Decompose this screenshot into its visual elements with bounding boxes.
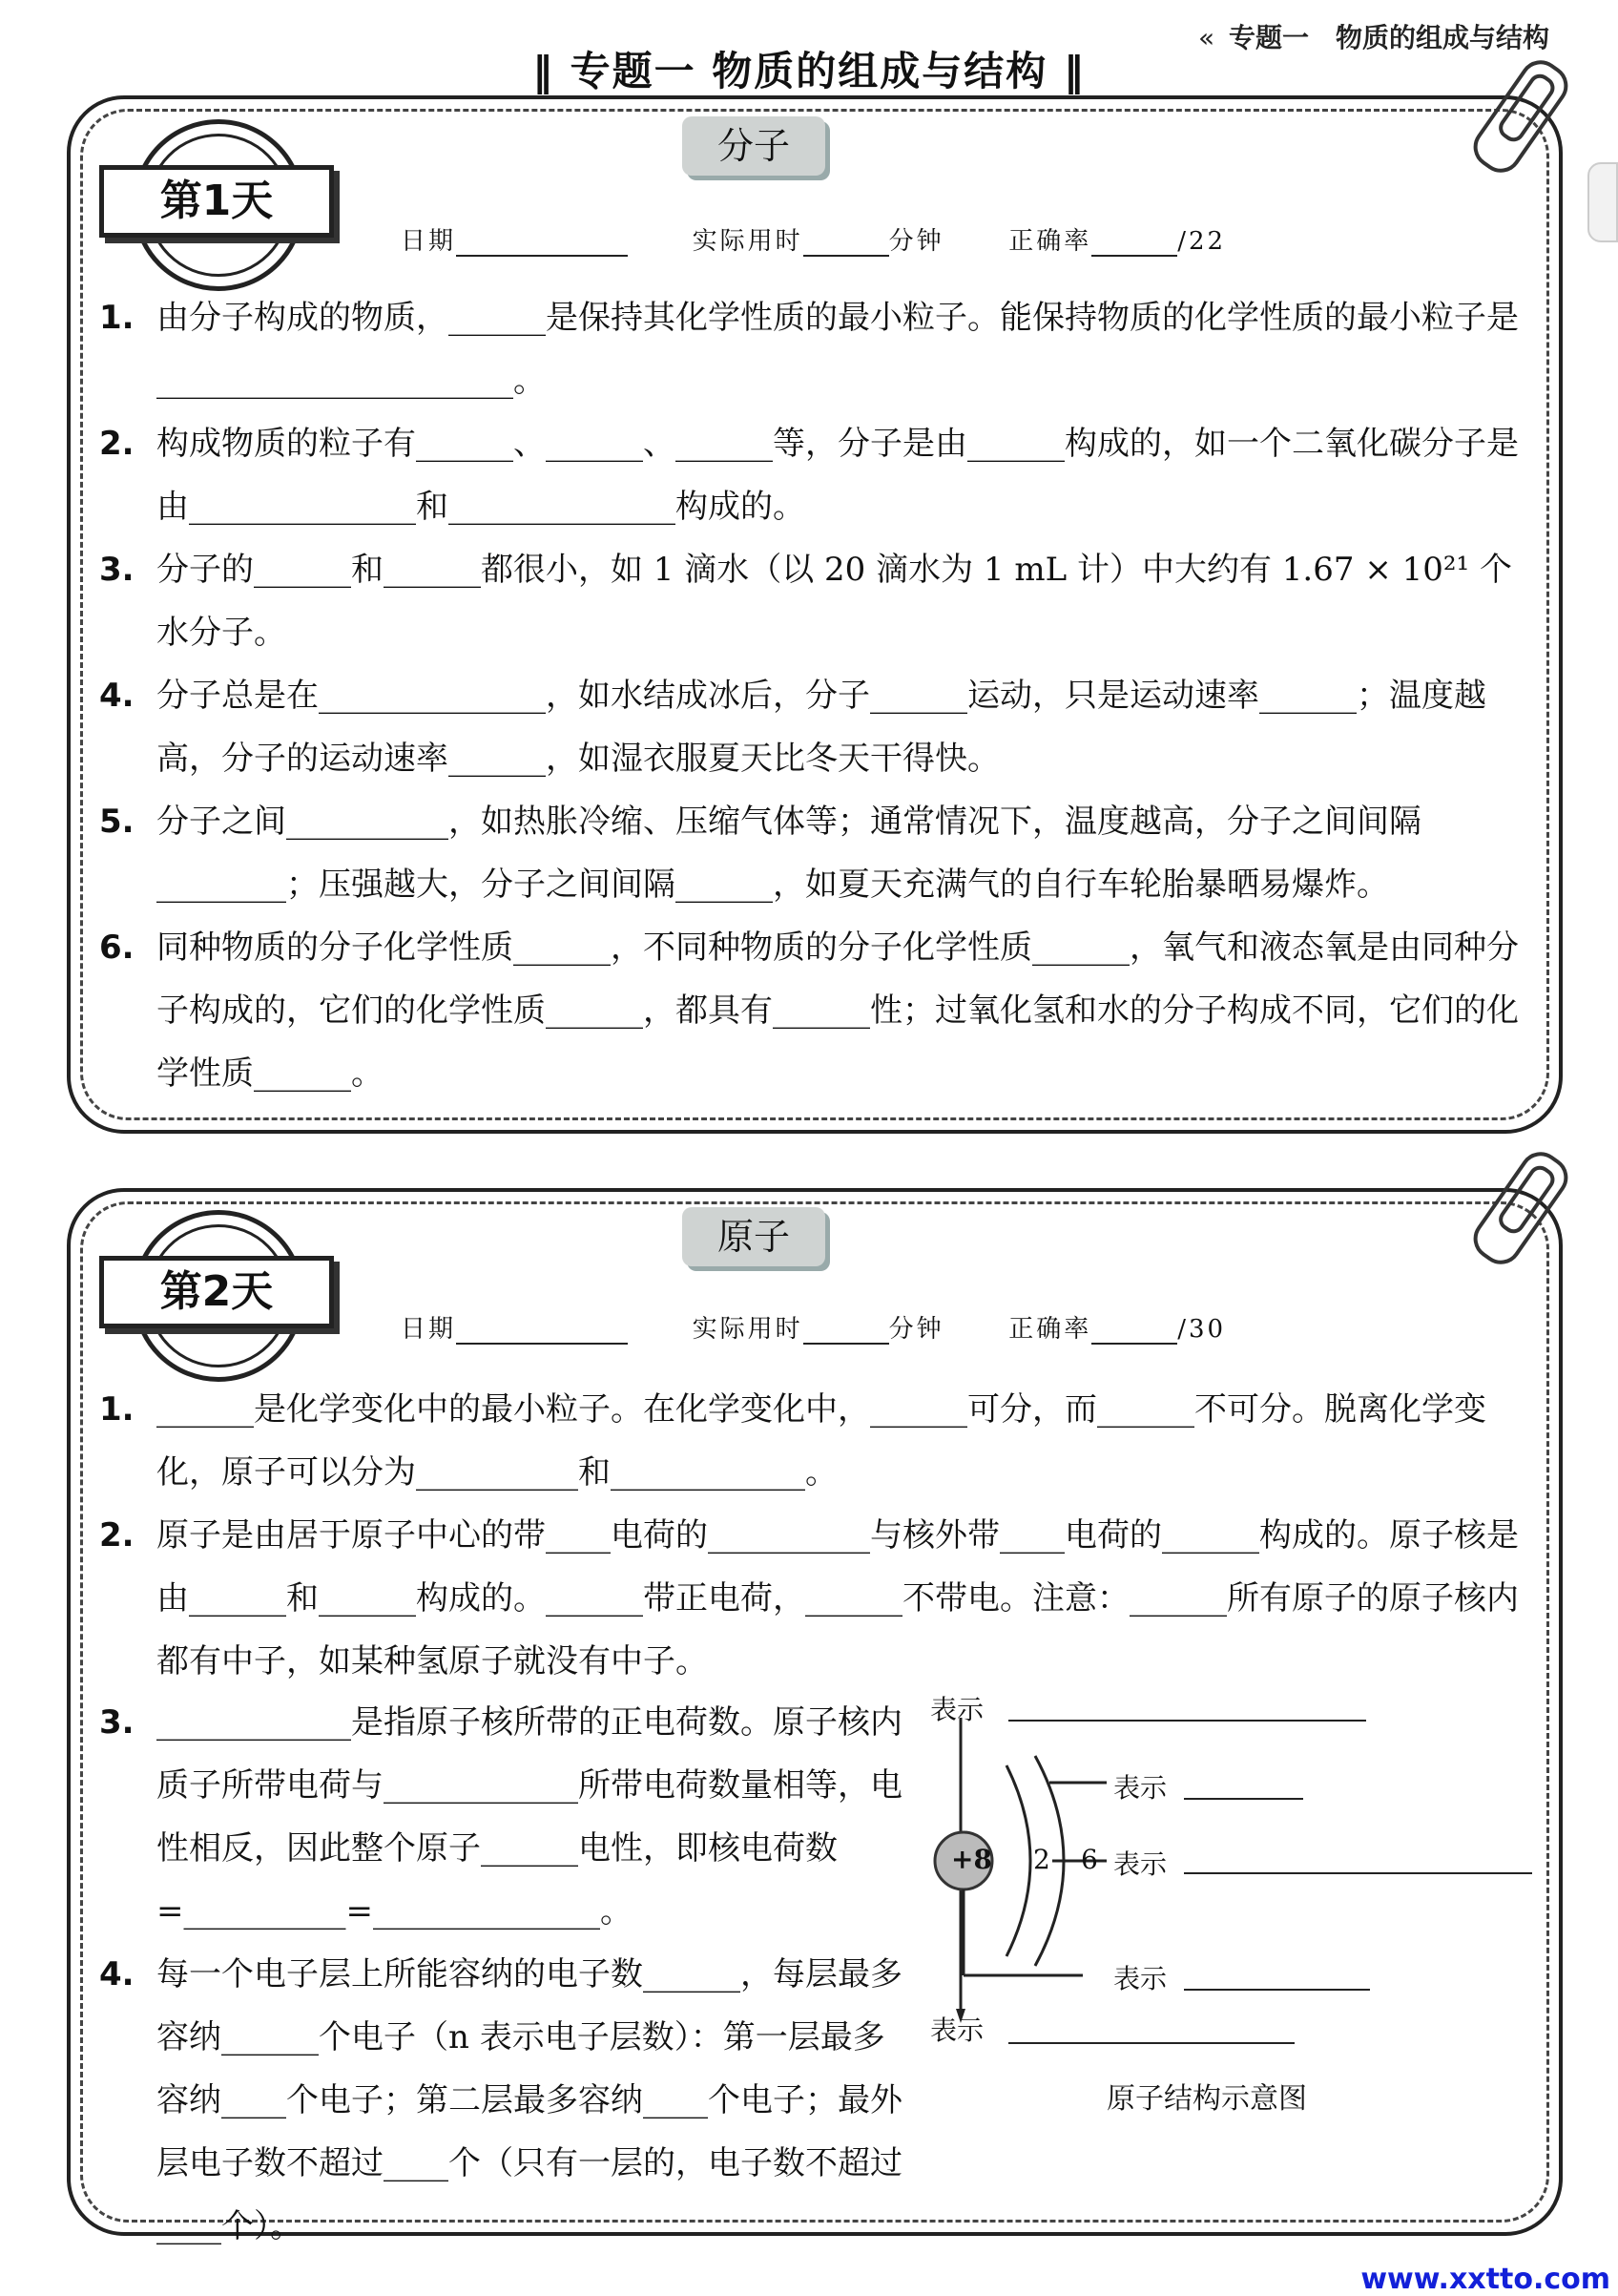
day1-question-4: 4. 分子总是在______________，如水结成冰后，分子______运动，只是运动速率______；温度越高，分子的运动速率______，如湿衣服夏天比冬天干得快。	[99, 677, 1486, 778]
day2-badge	[99, 1210, 347, 1372]
day2-question-2: 2. 原子是由居于原子中心的带____电荷的__________与核外带____电荷的______构成的。原子核是由______和______构成的。______带正电荷，______不带电。注意：______所有原子的原子核内都有中子，如某种氢原子就没有中子。	[99, 1516, 1519, 1680]
label-mid2: 表示	[1113, 1848, 1168, 1880]
time-unit: 分钟	[888, 227, 944, 256]
day1-badge	[99, 119, 347, 282]
day1-question-1: 1. 由分子构成的物质，______是保持其化学性质的最小粒子。能保持物质的化学性质的最小粒子是______________________。	[99, 299, 1519, 400]
label-top: 表示	[930, 1694, 985, 1725]
blank-mid2[interactable]	[1184, 1870, 1532, 1874]
day1-question-3: 3. 分子的______和______都很小，如 1 滴水（以 20 滴水为 1 mL 计）中大约有 1.67 × 10²¹ 个水分子。	[99, 551, 1512, 652]
day1-question-6: 6. 同种物质的分子化学性质______，不同种物质的分子化学性质______，氧气和液态氧是由同种分子构成的，它们的化学性质______，都具有______性；过氧化氢和水的分子构成不同，它们的化学性质______。	[99, 929, 1519, 1093]
running-header-title: 专题一 物质的组成与结构	[1228, 22, 1549, 53]
day2-topic: 原子	[682, 1207, 825, 1266]
shell1-electrons: 2	[1033, 1844, 1050, 1875]
running-header-mark: «	[1197, 22, 1215, 53]
electron-shell-1	[1006, 1765, 1030, 1956]
blank-low[interactable]	[1184, 1987, 1370, 1991]
accuracy-label: 正确率	[1008, 227, 1092, 256]
day1-question-5: 5. 分子之间__________，如热胀冷缩、压缩气体等；通常情况下，温度越高，分子之间间隔________；压强越大，分子之间间隔______，如夏天充满气的自行车轮胎暴晒易爆炸。	[99, 803, 1421, 904]
label-mid1: 表示	[1113, 1772, 1168, 1804]
side-scroll-tab[interactable]	[1587, 162, 1618, 242]
day2-question-1: 1. ______是化学变化中的最小粒子。在化学变化中，______可分，而______不可分。脱离化学变化，原子可以分为__________和____________。	[99, 1390, 1486, 1492]
time-label: 实际用时	[692, 1315, 803, 1344]
day2-meta	[401, 1309, 1226, 1345]
label-bottom: 表示	[930, 2014, 985, 2046]
date-field[interactable]	[456, 230, 628, 257]
blank-top[interactable]	[1008, 1718, 1366, 1722]
day2-badge-label: 第2天	[99, 1256, 334, 1328]
day1-topic: 分子	[682, 116, 825, 176]
day2-question-4: 4. 每一个电子层上所能容纳的电子数______，每层最多容纳______个电子（n 表示电子层数）：第一层最多容纳____个电子；第二层最多容纳____个电子；最外层电子数不超过____个（只有一层的，电子数不超过____个）。	[99, 1955, 902, 2245]
blank-bottom[interactable]	[1008, 2040, 1295, 2044]
label-low: 表示	[1113, 1963, 1168, 1994]
accuracy-field[interactable]	[1091, 230, 1177, 257]
time-field[interactable]	[803, 1318, 889, 1345]
day1-badge-label: 第1天	[99, 165, 334, 238]
accuracy-field[interactable]	[1091, 1318, 1177, 1345]
accuracy-total: /30	[1177, 1315, 1227, 1344]
shell2-electrons: 6	[1081, 1844, 1098, 1875]
accuracy-total: /22	[1177, 227, 1227, 256]
date-field[interactable]	[456, 1318, 628, 1345]
day1-meta	[401, 221, 1226, 257]
time-unit: 分钟	[888, 1315, 944, 1344]
diagram-caption: 原子结构示意图	[1107, 2082, 1307, 2116]
blank-mid1[interactable]	[1184, 1796, 1303, 1800]
day2-question-3: 3. ____________是指原子核所带的正电荷数。原子核内质子所带电荷与____________所带电荷数量相等，电性相反，因此整个原子______电性，即核电荷数 =__________=______________。	[99, 1703, 902, 1931]
nucleus-label: +8	[951, 1844, 992, 1875]
watermark: www.xxtto.com	[1360, 2263, 1610, 2296]
date-label: 日期	[401, 1315, 457, 1344]
date-label: 日期	[401, 227, 457, 256]
page-title: ‖ 专题一 物质的组成与结构 ‖	[532, 48, 1086, 94]
accuracy-label: 正确率	[1008, 1315, 1092, 1344]
day1-question-2: 2. 构成物质的粒子有______、______、______等，分子是由______构成的，如一个二氧化碳分子是由______________和______________构成的。	[99, 425, 1519, 526]
time-field[interactable]	[803, 230, 889, 257]
time-label: 实际用时	[692, 227, 803, 256]
